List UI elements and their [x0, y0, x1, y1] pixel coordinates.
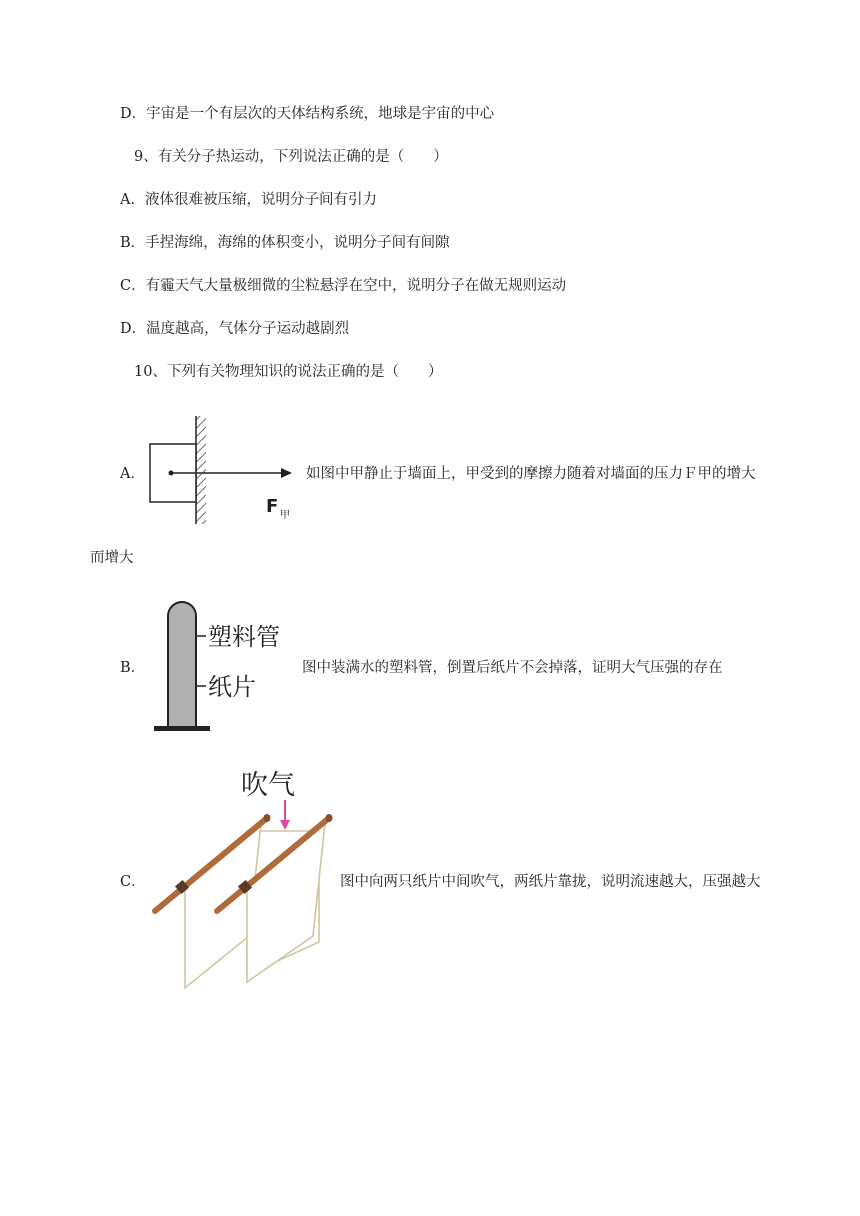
q9-option-c: C．有霾天气大量极细微的尘粒悬浮在空中，说明分子在做无规则运动: [120, 278, 567, 294]
inverted-tube: [168, 602, 196, 728]
q10-option-b-text: 图中装满水的塑料管，倒置后纸片不会掉落，证明大气压强的存在: [302, 660, 723, 676]
q9-option-a: A．液体很难被压缩，说明分子间有引力: [120, 192, 377, 208]
label-tube: 塑料管: [208, 623, 280, 651]
q10-stem: 10、下列有关物理知识的说法正确的是（ ）: [134, 364, 443, 380]
force-arrow-head: [281, 468, 292, 478]
plastic-tube-figure: [150, 592, 290, 734]
left-rod-end: [264, 814, 271, 822]
q10-option-a-text-wrap: 而增大: [90, 550, 134, 566]
q9-option-b: B．手捏海绵，海绵的体积变小，说明分子间有间隙: [120, 235, 450, 251]
q9-stem: 9、有关分子热运动，下列说法正确的是（ ）: [134, 149, 448, 165]
q8-option-d: D．宇宙是一个有层次的天体结构系统，地球是宇宙的中心: [120, 106, 495, 122]
q10-option-c-letter: C．: [120, 874, 146, 890]
q10-option-a-letter: A．: [120, 466, 145, 482]
q10-option-a-text: 如图中甲静止于墙面上，甲受到的摩擦力随着对墙面的压力Ｆ甲的增大: [306, 466, 756, 482]
blow-arrow-head: [280, 820, 290, 830]
stand-base: [154, 726, 210, 731]
q10-option-b-letter: B．: [120, 660, 146, 676]
q9-option-d: D．温度越高，气体分子运动越剧烈: [120, 321, 350, 337]
force-label-main: F: [266, 496, 279, 517]
label-paper: 纸片: [208, 673, 256, 701]
force-label-sub: 甲: [280, 510, 290, 521]
q10-option-c-text: 图中向两只纸片中间吹气，两纸片靠拢，说明流速越大，压强越大: [340, 874, 761, 890]
blow-papers-figure: [145, 760, 340, 992]
right-rod-end: [326, 814, 333, 822]
label-blow: 吹气: [241, 770, 295, 801]
wall-friction-figure: [144, 412, 304, 530]
wall-hatch: [196, 416, 206, 524]
